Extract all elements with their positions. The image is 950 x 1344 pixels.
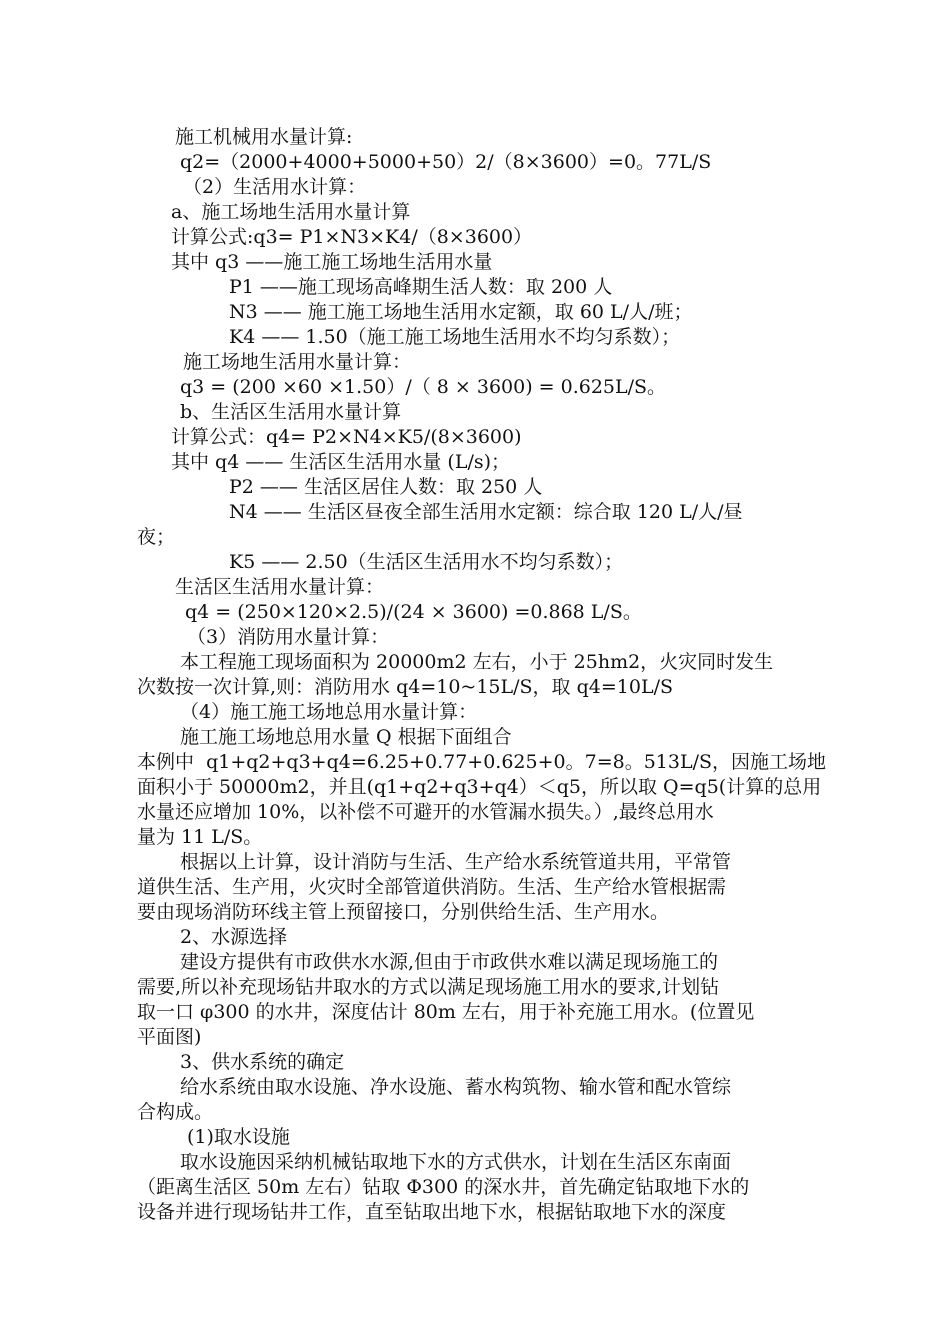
text-line: （3）消防用水量计算：: [187, 626, 390, 648]
text-line: 合构成。: [137, 1101, 214, 1123]
text-line: P2 —— 生活区居住人数：取 250 人: [229, 476, 543, 498]
text-line: 生活区生活用水量计算：: [175, 576, 385, 598]
text-line: K5 —— 2.50（生活区生活用水不均匀系数）；: [229, 551, 624, 573]
text-line: 本工程施工现场面积为 20000m2 左右，小于 25hm2，火灾同时发生: [180, 651, 774, 673]
text-line: 根据以上计算，设计消防与生活、生产给水系统管道共用，平常管: [180, 851, 732, 873]
text-line: q2=（2000+4000+5000+50）2/（8×3600）=0。77L/S: [180, 151, 712, 173]
text-line: 2、水源选择: [180, 926, 288, 948]
text-line: 水量还应增加 10%，以补偿不可避开的水管漏水损失。）,最终总用水: [137, 801, 714, 823]
text-line: 建设方提供有市政供水水源,但由于市政供水难以满足现场施工的: [180, 951, 719, 973]
text-line: b、生活区生活用水量计算: [180, 401, 402, 423]
text-line: （4）施工施工场地总用水量计算：: [180, 701, 478, 723]
text-line: 计算公式：q4= P2×N4×K5/(8×3600): [171, 426, 522, 448]
text-line: 平面图): [137, 1026, 202, 1048]
text-line: 量为 11 L/S。: [137, 826, 263, 848]
text-line: K4 —— 1.50（施工施工场地生活用水不均匀系数）；: [229, 326, 681, 348]
text-line: 面积小于 50000m2，并且(q1+q2+q3+q4）＜q5，所以取 Q=q5(计算的总用: [137, 776, 822, 798]
text-line: 给水系统由取水设施、净水设施、蓄水构筑物、输水管和配水管综: [180, 1076, 732, 1098]
text-line: （距离生活区 50m 左右）钻取 Φ300 的深水井，首先确定钻取地下水的: [137, 1176, 750, 1198]
text-line: 施工场地生活用水量计算：: [183, 351, 412, 373]
text-line: P1 ——施工现场高峰期生活人数：取 200 人: [229, 276, 613, 298]
text-line: 道供生活、生产用，火灾时全部管道供消防。生活、生产给水管根据需: [137, 876, 727, 898]
text-line: 次数按一次计算,则：消防用水 q4=10~15L/S，取 q4=10L/S: [137, 676, 673, 698]
text-line: q3 = (200 ×60 ×1.50）/（ 8 × 3600) = 0.625L/S。: [180, 376, 667, 398]
text-line: N4 —— 生活区昼夜全部生活用水定额：综合取 120 L/人/昼: [229, 501, 743, 523]
text-line: 3、供水系统的确定: [180, 1051, 345, 1073]
text-line: 其中 q3 ——施工施工场地生活用水量: [171, 251, 493, 273]
text-line: N3 —— 施工施工场地生活用水定额，取 60 L/人/班；: [229, 301, 693, 323]
text-line: a、施工场地生活用水量计算: [171, 201, 411, 223]
text-line: 施工机械用水量计算:: [175, 126, 353, 148]
text-line: 需要,所以补充现场钻井取水的方式以满足现场施工用水的要求,计划钻: [137, 976, 720, 998]
text-line: （2）生活用水计算：: [183, 176, 367, 198]
text-line: q4 = (250×120×2.5)/(24 × 3600) =0.868 L/S。: [185, 601, 642, 623]
text-line: 其中 q4 —— 生活区生活用水量 (L/s)；: [171, 451, 511, 473]
text-line: 取水设施因采纳机械钻取地下水的方式供水，计划在生活区东南面: [180, 1151, 732, 1173]
text-line: 计算公式:q3= P1×N3×K4/（8×3600）: [171, 226, 533, 248]
text-line: 要由现场消防环线主管上预留接口，分别供给生活、生产用水。: [137, 901, 670, 923]
text-line: 本例中 q1+q2+q3+q4=6.25+0.77+0.625+0。7=8。513L/S，因施工场地: [137, 751, 827, 773]
text-line: (1)取水设施: [187, 1126, 290, 1148]
text-line: 取一口 φ300 的水井，深度估计 80m 左右，用于补充施工用水。(位置见: [137, 1001, 755, 1023]
text-line: 施工施工场地总用水量 Q 根据下面组合: [180, 726, 512, 748]
text-line: 夜；: [137, 526, 176, 548]
text-line: 设备并进行现场钻井工作，直至钻取出地下水，根据钻取地下水的深度: [137, 1201, 727, 1223]
